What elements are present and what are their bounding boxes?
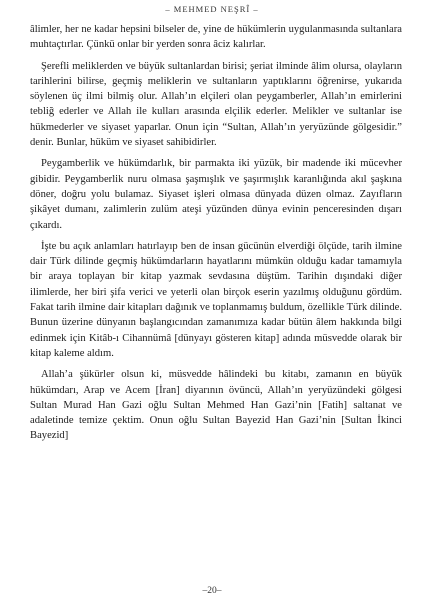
paragraph-4: İşte bu açık anlamları hatırlayıp ben de insan gücünün elverdiği ölçüde, tarih ilmine dair Türk dilinde geçmiş hükümdarların hayatlarını mümkün olduğu kadar tamamıyla bir araya toplayan bir kitap yazmak sevdasına düştüm. Tarihin dışındaki diğer ilimlerde, her biri şifa verici ve yeterli olan birçok eserin yazılmış olduğunu gördüm. Fakat tarih ilmine dair kitapları dağınık ve toplanmamış buldum, özellikle Türk dilinde. Bunun üzerine dünyanın başlangıcından zamanımıza kadar bütün âlem hakkında bilgi edinmek için Kitâb-ı Cihannümâ [dünyayı gösteren kitap] adında müsvedde olarak bir kitap kaleme aldım. [30, 240, 402, 359]
paragraph-3: Peygamberlik ve hükümdarlık, bir parmakta iki yüzük, bir madende iki mücevher gibidir. Peygamberlik nuru olmasa şaşmışlık ve şaşırmışlık karanlığında akıl şaşkına döner, doğru yolu bulamaz. Siyaset işleri olmasa dünyada düzen olmaz. Zayıfların şikâyet dumanı, zalimlerin zulüm ateşi yüzünden dünya evinin penceresinden dışarı çıkardı. [30, 158, 402, 231]
paragraph-1: âlimler, her ne kadar hepsini bilseler de, yine de hükümlerin uygulanmasında sultanlara muhtaçtırlar. Çünkü onlar bir yerden sonra âciz kalırlar. [30, 24, 402, 51]
paragraph-2: Şerefli meliklerden ve büyük sultanlardan birisi; şeriat ilminde âlim olursa, olayların tarihlerini bilirse, geçmiş meliklerin ve sultanların yaptıklarını öğrenirse, yukarıda söylenen üç ilmi bilmiş olur. Allah’ın elçileri olan peygamberler, Allah’ın emirlerini tebliğ ederler ve Allah ile kulları arasında elçilik ederler. Melikler ve sultanlar ise hükmederler ve siyaset yaparlar. Onun için “Sultan, Allah’ın yeryüzünde gölgesidir.” denir. Bunlar, hüküm ve siyaset sahibidirler. [30, 60, 402, 149]
paragraph-5: Allah’a şükürler olsun ki, müsvedde hâlindeki bu kitabı, zamanın en büyük hükümdarı, Arap ve Acem [İran] diyarının övüncü, Allah’ın yeryüzündeki gölgesi Sultan Murad Han Gazi oğlu Sultan Mehmed Han Gazi’nin [Fatih] saltanat ve adaletinde temize çektim. Onun oğlu Sultan Bayezid Han Gazi’nin [Sultan İkinci Bayezid] [30, 369, 402, 442]
page-number: –20– [202, 586, 222, 596]
body-text [30, 22, 402, 450]
running-head: – MEHMED NEŞRÎ – [165, 4, 259, 14]
